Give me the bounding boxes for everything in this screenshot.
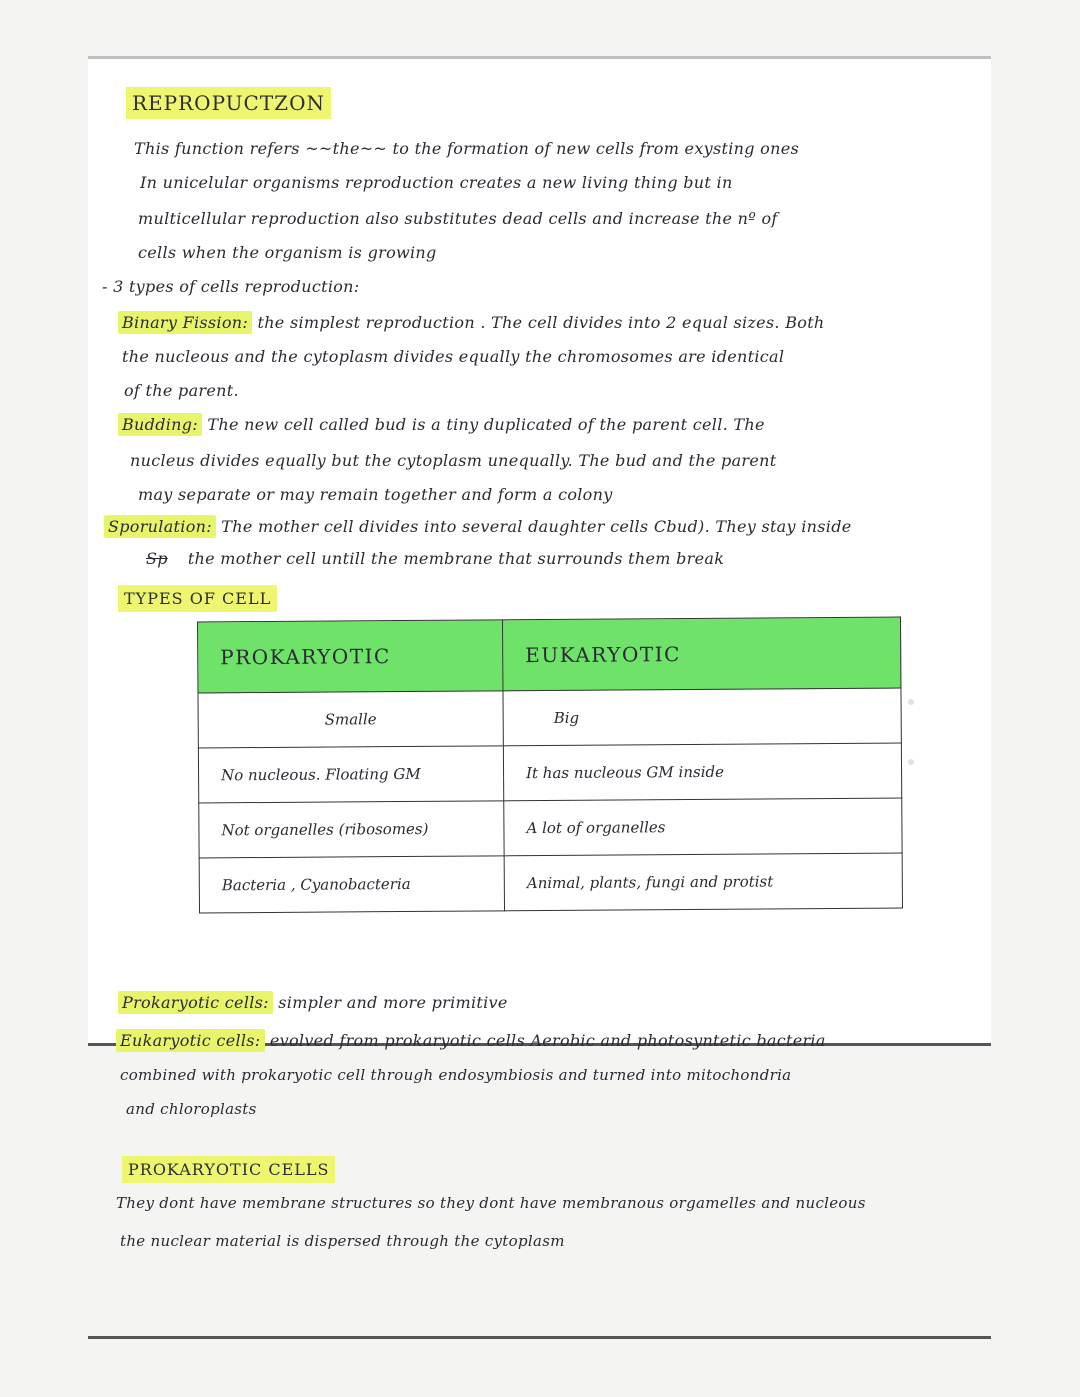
sporulation-label: Sporulation: xyxy=(104,515,216,538)
sporulation-text: The mother cell divides into several daughter cells Cbud). They stay inside xyxy=(215,517,852,536)
sporulation-text-2: the mother cell untill the membrane that surrounds them break xyxy=(187,549,725,568)
table-row xyxy=(199,798,902,858)
prokaryotic-cells-heading: PROKARYOTIC CELLS xyxy=(122,1156,335,1183)
page-mark-dot xyxy=(908,759,914,765)
budding-label: Budding: xyxy=(118,413,202,436)
eukaryotic-note-line-3: and chloroplasts xyxy=(126,1100,257,1118)
page-mark-dot xyxy=(908,699,914,705)
budding-text: The new cell called bud is a tiny duplicated of the parent cell. The xyxy=(202,415,765,434)
table-cell: Smalle xyxy=(198,691,503,748)
table-row xyxy=(198,688,901,748)
table-cell: Bacteria , Cyanobacteria xyxy=(199,856,504,913)
reproduction-line-2: In unicelular organisms reproduction creates a new living thing but in xyxy=(140,173,733,192)
budding-line-2: nucleus divides equally but the cytoplasm unequally. The bud and the parent xyxy=(130,451,777,470)
table-cell: A lot of organelles xyxy=(504,798,902,856)
table-row xyxy=(198,743,901,803)
types-of-cell-heading: TYPES OF CELL xyxy=(118,585,277,612)
table-cell: Big xyxy=(503,688,901,746)
cell-types-table xyxy=(197,617,903,914)
table-row xyxy=(199,853,902,913)
eukaryotic-note-line-2: combined with prokaryotic cell through endosymbiosis and turned into mitochondria xyxy=(120,1066,792,1084)
reproduction-line-4: cells when the organism is growing xyxy=(138,243,437,262)
budding-line-3: may separate or may remain together and form a colony xyxy=(138,485,613,504)
notebook-page xyxy=(88,56,991,1050)
prokaryotic-cells-line-2: the nuclear material is dispersed through the cytoplasm xyxy=(120,1232,565,1250)
header-prokaryotic: PROKARYOTIC xyxy=(197,620,502,693)
binary-fission-line-1 xyxy=(118,313,825,332)
budding-line-1 xyxy=(118,415,765,434)
reproduction-heading: REPROPUCTZON xyxy=(126,87,331,119)
reproduction-line-1: This function refers ~~the~~ to the formation of new cells from exysting ones xyxy=(134,139,799,158)
table-cell: No nucleous. Floating GM xyxy=(198,746,503,803)
table-cell: It has nucleous GM inside xyxy=(503,743,901,801)
prokaryotic-note xyxy=(118,993,508,1012)
sporulation-line-2 xyxy=(146,549,724,568)
prokaryotic-note-label: Prokaryotic cells: xyxy=(118,991,273,1014)
eukaryotic-note-text: evolved from prokaryotic cells Aerobic and photosyntetic bacteria xyxy=(264,1031,826,1050)
header-eukaryotic: EUKARYOTIC xyxy=(502,617,900,691)
binary-fission-text: the simplest reproduction . The cell divides into 2 equal sizes. Both xyxy=(252,313,825,332)
eukaryotic-note xyxy=(116,1031,826,1050)
reproduction-line-3: multicellular reproduction also substitutes dead cells and increase the nº of xyxy=(138,209,778,228)
sporulation-line-1 xyxy=(104,517,852,536)
binary-fission-line-2: the nucleous and the cytoplasm divides equally the chromosomes are identical xyxy=(122,347,785,366)
prokaryotic-cells-line-1: They dont have membrane structures so they dont have membranous orgamelles and nucleous xyxy=(116,1194,866,1212)
types-intro: - 3 types of cells reproduction: xyxy=(102,277,360,296)
scribble-mark: Sp xyxy=(146,549,168,568)
table-cell: Animal, plants, fungi and protist xyxy=(504,853,902,911)
table-cell: Not organelles (ribosomes) xyxy=(199,801,504,858)
binary-fission-label: Binary Fission: xyxy=(118,311,252,334)
prokaryotic-note-text: simpler and more primitive xyxy=(272,993,508,1012)
page-bottom-border xyxy=(88,1336,991,1339)
eukaryotic-note-label: Eukaryotic cells: xyxy=(116,1029,265,1052)
table-header-row xyxy=(197,617,900,693)
binary-fission-line-3: of the parent. xyxy=(124,381,239,400)
